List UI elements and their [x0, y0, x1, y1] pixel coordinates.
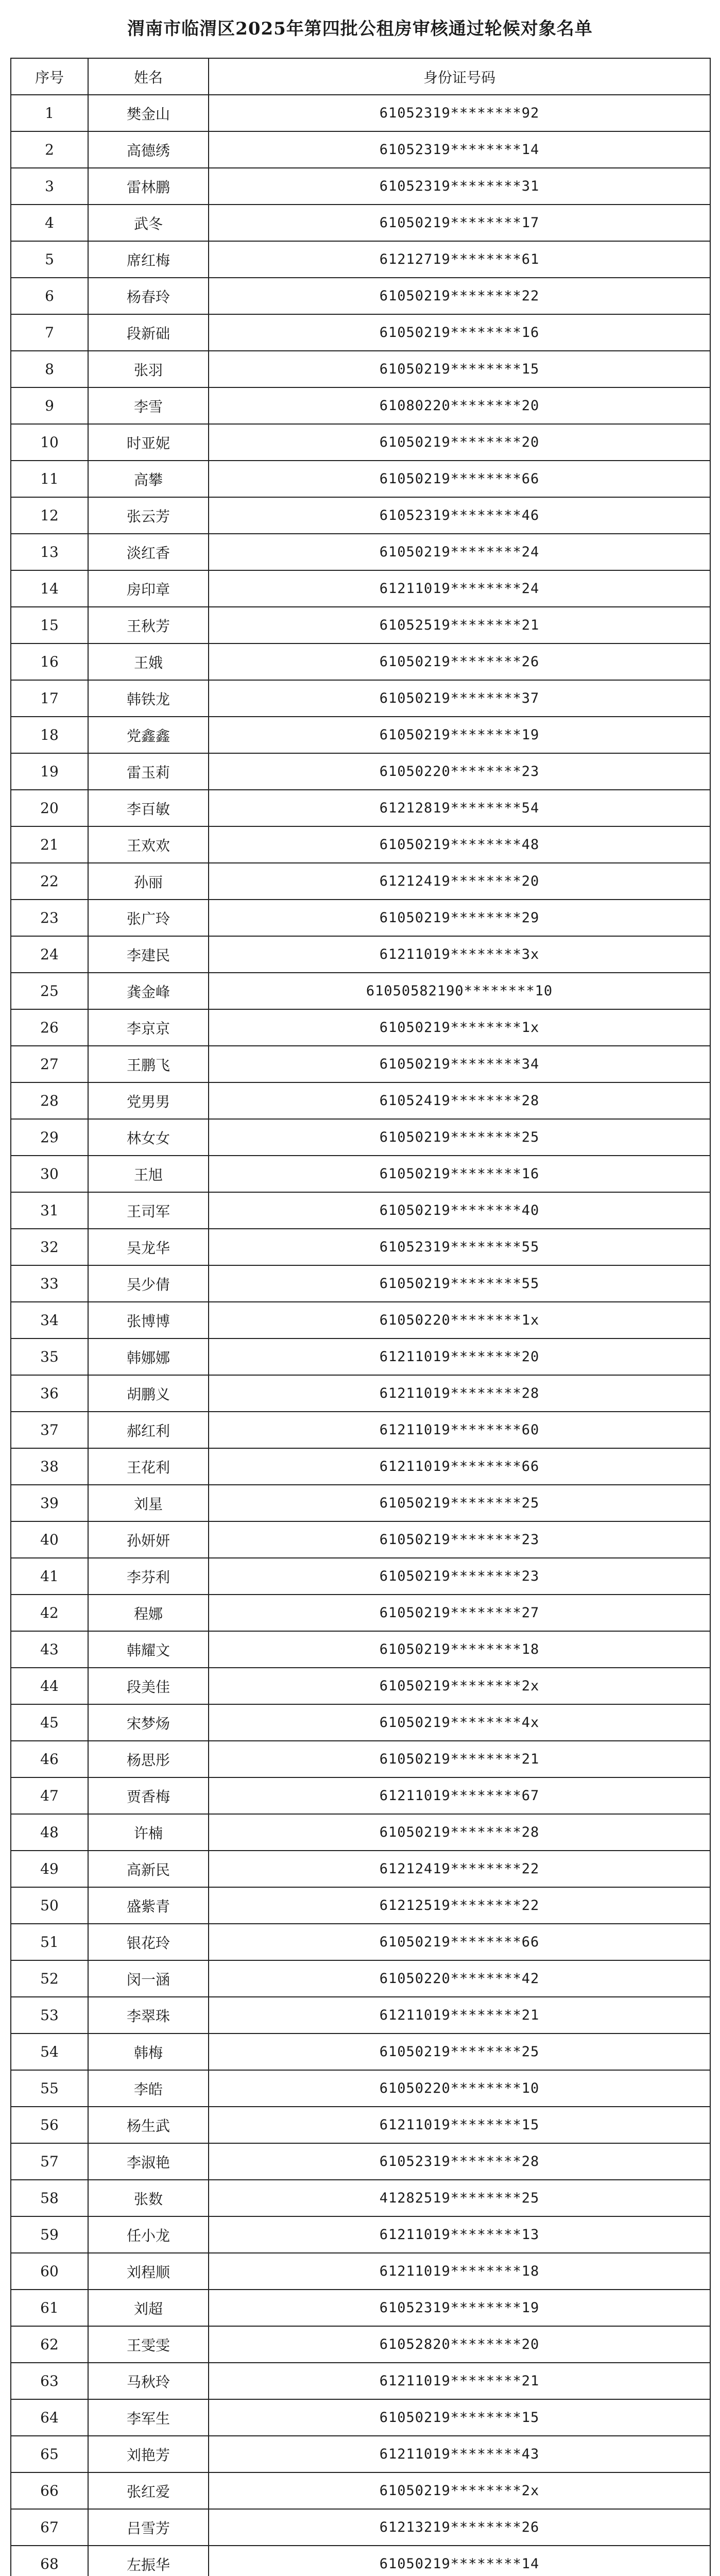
table-row: [11, 680, 710, 717]
cell-id-number: 61052319********55: [209, 1229, 710, 1265]
table-row: [11, 2472, 710, 2509]
table-row: [11, 2399, 710, 2436]
cell-name: 刘星: [88, 1485, 209, 1521]
cell-id-number: 61050219********22: [209, 278, 710, 314]
cell-seq: 57: [11, 2143, 88, 2180]
cell-id-number: 61050219********16: [209, 1156, 710, 1192]
cell-seq: 35: [11, 1338, 88, 1375]
cell-name: 刘程顺: [88, 2253, 209, 2290]
cell-name: 左振华: [88, 2546, 209, 2576]
cell-seq: 51: [11, 1924, 88, 1960]
cell-id-number: 61050219********55: [209, 1265, 710, 1302]
cell-id-number: 61050219********25: [209, 2033, 710, 2070]
cell-seq: 18: [11, 717, 88, 753]
cell-seq: 24: [11, 936, 88, 973]
cell-name: 王旭: [88, 1156, 209, 1192]
cell-name: 龚金峰: [88, 973, 209, 1009]
cell-id-number: 61050220********42: [209, 1960, 710, 1997]
cell-name: 张数: [88, 2180, 209, 2216]
cell-id-number: 61212419********20: [209, 863, 710, 900]
cell-name: 孙丽: [88, 863, 209, 900]
table-row: [11, 1229, 710, 1265]
cell-seq: 3: [11, 168, 88, 205]
cell-id-number: 61050219********48: [209, 826, 710, 863]
cell-id-number: 61050219********2x: [209, 1668, 710, 1704]
cell-id-number: 61050219********17: [209, 205, 710, 241]
cell-seq: 65: [11, 2436, 88, 2472]
cell-name: 银花玲: [88, 1924, 209, 1960]
table-row: [11, 2253, 710, 2290]
cell-name: 韩梅: [88, 2033, 209, 2070]
cell-name: 房印章: [88, 570, 209, 607]
cell-id-number: 61080220********20: [209, 387, 710, 424]
cell-seq: 6: [11, 278, 88, 314]
header-name: 姓名: [88, 58, 209, 95]
table-row: [11, 1119, 710, 1156]
cell-seq: 9: [11, 387, 88, 424]
cell-id-number: 61050219********40: [209, 1192, 710, 1229]
cell-name: 武冬: [88, 205, 209, 241]
cell-seq: 55: [11, 2070, 88, 2107]
cell-name: 王司军: [88, 1192, 209, 1229]
cell-seq: 4: [11, 205, 88, 241]
cell-id-number: 61050219********2x: [209, 2472, 710, 2509]
cell-seq: 34: [11, 1302, 88, 1338]
cell-id-number: 61052319********28: [209, 2143, 710, 2180]
cell-id-number: 61050219********18: [209, 1631, 710, 1668]
cell-id-number: 61050219********23: [209, 1521, 710, 1558]
cell-seq: 48: [11, 1814, 88, 1851]
cell-seq: 29: [11, 1119, 88, 1156]
table-row: [11, 1265, 710, 1302]
cell-name: 吴龙华: [88, 1229, 209, 1265]
cell-name: 贾香梅: [88, 1777, 209, 1814]
cell-name: 林女女: [88, 1119, 209, 1156]
cell-name: 雷玉莉: [88, 753, 209, 790]
table-row: [11, 863, 710, 900]
table-row: [11, 570, 710, 607]
cell-seq: 11: [11, 461, 88, 497]
table-row: [11, 1192, 710, 1229]
cell-seq: 45: [11, 1704, 88, 1741]
cell-id-number: 61050219********26: [209, 643, 710, 680]
table-row: [11, 534, 710, 570]
cell-id-number: 61050220********10: [209, 2070, 710, 2107]
cell-name: 李雪: [88, 387, 209, 424]
cell-name: 高德绣: [88, 131, 209, 168]
cell-name: 雷林鹏: [88, 168, 209, 205]
cell-seq: 44: [11, 1668, 88, 1704]
cell-id-number: 61050219********37: [209, 680, 710, 717]
cell-name: 宋梦炀: [88, 1704, 209, 1741]
table-row: [11, 2070, 710, 2107]
cell-seq: 1: [11, 95, 88, 131]
cell-seq: 8: [11, 351, 88, 387]
cell-name: 盛紫青: [88, 1887, 209, 1924]
table-header: [11, 58, 710, 95]
table-row: [11, 1558, 710, 1595]
cell-id-number: 61050219********21: [209, 1741, 710, 1777]
table-row: [11, 278, 710, 314]
cell-seq: 56: [11, 2107, 88, 2143]
table-row: [11, 351, 710, 387]
table-row: [11, 753, 710, 790]
table-row: [11, 1082, 710, 1119]
cell-seq: 41: [11, 1558, 88, 1595]
cell-name: 杨生武: [88, 2107, 209, 2143]
cell-name: 淡红香: [88, 534, 209, 570]
cell-seq: 28: [11, 1082, 88, 1119]
cell-seq: 42: [11, 1595, 88, 1631]
cell-id-number: 61050219********25: [209, 1119, 710, 1156]
cell-id-number: 61212819********54: [209, 790, 710, 826]
cell-id-number: 61052519********21: [209, 607, 710, 643]
cell-seq: 67: [11, 2509, 88, 2546]
cell-id-number: 61050219********24: [209, 534, 710, 570]
cell-seq: 16: [11, 643, 88, 680]
cell-id-number: 61212419********22: [209, 1851, 710, 1887]
cell-name: 张羽: [88, 351, 209, 387]
table-body: [11, 95, 710, 2576]
cell-seq: 53: [11, 1997, 88, 2033]
cell-id-number: 61211019********66: [209, 1448, 710, 1485]
cell-seq: 59: [11, 2216, 88, 2253]
table-row: [11, 1887, 710, 1924]
table-row: [11, 900, 710, 936]
table-row: [11, 1741, 710, 1777]
cell-id-number: 61211019********18: [209, 2253, 710, 2290]
cell-name: 党鑫鑫: [88, 717, 209, 753]
cell-seq: 66: [11, 2472, 88, 2509]
cell-name: 胡鹏义: [88, 1375, 209, 1412]
table-row: [11, 2033, 710, 2070]
cell-name: 杨思彤: [88, 1741, 209, 1777]
cell-name: 王雯雯: [88, 2326, 209, 2363]
cell-name: 张红爱: [88, 2472, 209, 2509]
cell-name: 席红梅: [88, 241, 209, 278]
cell-seq: 68: [11, 2546, 88, 2576]
cell-id-number: 61211019********21: [209, 1997, 710, 2033]
cell-id-number: 61050582190********10: [209, 973, 710, 1009]
cell-id-number: 61050219********15: [209, 2399, 710, 2436]
header-row: [11, 58, 710, 95]
cell-id-number: 61211019********15: [209, 2107, 710, 2143]
cell-id-number: 61211019********21: [209, 2363, 710, 2399]
cell-seq: 63: [11, 2363, 88, 2399]
cell-id-number: 61052319********14: [209, 131, 710, 168]
table-row: [11, 314, 710, 351]
table-row: [11, 2363, 710, 2399]
table-row: [11, 1485, 710, 1521]
cell-seq: 31: [11, 1192, 88, 1229]
cell-seq: 49: [11, 1851, 88, 1887]
cell-name: 时亚妮: [88, 424, 209, 461]
cell-seq: 12: [11, 497, 88, 534]
cell-name: 李百敏: [88, 790, 209, 826]
table-row: [11, 2509, 710, 2546]
table-row: [11, 461, 710, 497]
table-row: [11, 1338, 710, 1375]
table-row: [11, 1302, 710, 1338]
cell-id-number: 61211019********43: [209, 2436, 710, 2472]
cell-id-number: 61211019********28: [209, 1375, 710, 1412]
table-row: [11, 2436, 710, 2472]
cell-seq: 43: [11, 1631, 88, 1668]
cell-name: 王鹏飞: [88, 1046, 209, 1082]
cell-id-number: 61050219********19: [209, 717, 710, 753]
table-row: [11, 1375, 710, 1412]
cell-name: 韩耀文: [88, 1631, 209, 1668]
cell-name: 王欢欢: [88, 826, 209, 863]
cell-id-number: 61050219********4x: [209, 1704, 710, 1741]
cell-id-number: 61211019********60: [209, 1412, 710, 1448]
cell-name: 吕雪芳: [88, 2509, 209, 2546]
cell-seq: 40: [11, 1521, 88, 1558]
cell-seq: 36: [11, 1375, 88, 1412]
cell-name: 李淑艳: [88, 2143, 209, 2180]
cell-seq: 39: [11, 1485, 88, 1521]
table-row: [11, 1997, 710, 2033]
table-row: [11, 168, 710, 205]
table-row: [11, 1595, 710, 1631]
cell-seq: 58: [11, 2180, 88, 2216]
table-row: [11, 1814, 710, 1851]
cell-name: 郝红利: [88, 1412, 209, 1448]
cell-id-number: 61050220********23: [209, 753, 710, 790]
cell-id-number: 61052820********20: [209, 2326, 710, 2363]
cell-name: 李芬利: [88, 1558, 209, 1595]
cell-seq: 61: [11, 2290, 88, 2326]
cell-name: 刘超: [88, 2290, 209, 2326]
cell-id-number: 61052319********46: [209, 497, 710, 534]
cell-name: 张博博: [88, 1302, 209, 1338]
table-row: [11, 790, 710, 826]
cell-id-number: 61211019********24: [209, 570, 710, 607]
table-row: [11, 241, 710, 278]
table-row: [11, 2180, 710, 2216]
cell-name: 任小龙: [88, 2216, 209, 2253]
table-row: [11, 95, 710, 131]
cell-name: 韩铁龙: [88, 680, 209, 717]
cell-seq: 20: [11, 790, 88, 826]
cell-id-number: 61052319********92: [209, 95, 710, 131]
cell-seq: 17: [11, 680, 88, 717]
table-row: [11, 424, 710, 461]
table-row: [11, 1924, 710, 1960]
cell-seq: 14: [11, 570, 88, 607]
table-row: [11, 1448, 710, 1485]
table-row: [11, 973, 710, 1009]
cell-id-number: 61050219********16: [209, 314, 710, 351]
cell-id-number: 61050219********1x: [209, 1009, 710, 1046]
table-row: [11, 1009, 710, 1046]
cell-name: 王娥: [88, 643, 209, 680]
cell-seq: 37: [11, 1412, 88, 1448]
cell-seq: 46: [11, 1741, 88, 1777]
table-row: [11, 2290, 710, 2326]
cell-name: 杨春玲: [88, 278, 209, 314]
cell-seq: 5: [11, 241, 88, 278]
cell-id-number: 61052419********28: [209, 1082, 710, 1119]
header-seq: 序号: [11, 58, 88, 95]
table-row: [11, 2326, 710, 2363]
document-title: 渭南市临渭区2025年第四批公租房审核通过轮候对象名单: [127, 19, 593, 39]
cell-name: 高新民: [88, 1851, 209, 1887]
cell-seq: 33: [11, 1265, 88, 1302]
cell-name: 闵一涵: [88, 1960, 209, 1997]
cell-seq: 19: [11, 753, 88, 790]
cell-name: 李京京: [88, 1009, 209, 1046]
cell-seq: 22: [11, 863, 88, 900]
cell-seq: 10: [11, 424, 88, 461]
table-row: [11, 936, 710, 973]
cell-seq: 7: [11, 314, 88, 351]
table-row: [11, 1777, 710, 1814]
cell-name: 韩娜娜: [88, 1338, 209, 1375]
cell-seq: 23: [11, 900, 88, 936]
table-row: [11, 1521, 710, 1558]
cell-name: 李建民: [88, 936, 209, 973]
cell-seq: 2: [11, 131, 88, 168]
cell-name: 张云芳: [88, 497, 209, 534]
table-row: [11, 205, 710, 241]
cell-seq: 32: [11, 1229, 88, 1265]
cell-id-number: 61050219********34: [209, 1046, 710, 1082]
cell-name: 程娜: [88, 1595, 209, 1631]
cell-id-number: 61050219********20: [209, 424, 710, 461]
cell-seq: 13: [11, 534, 88, 570]
table-row: [11, 1668, 710, 1704]
cell-seq: 47: [11, 1777, 88, 1814]
cell-id-number: 61050219********15: [209, 351, 710, 387]
cell-seq: 62: [11, 2326, 88, 2363]
cell-id-number: 61052319********31: [209, 168, 710, 205]
cell-id-number: 61211019********3x: [209, 936, 710, 973]
cell-id-number: 61212519********22: [209, 1887, 710, 1924]
table-row: [11, 826, 710, 863]
cell-name: 李军生: [88, 2399, 209, 2436]
table-row: [11, 717, 710, 753]
cell-name: 许楠: [88, 1814, 209, 1851]
table-row: [11, 643, 710, 680]
cell-id-number: 61211019********67: [209, 1777, 710, 1814]
cell-id-number: 61050219********66: [209, 1924, 710, 1960]
cell-name: 李皓: [88, 2070, 209, 2107]
cell-id-number: 61050219********29: [209, 900, 710, 936]
cell-seq: 25: [11, 973, 88, 1009]
cell-id-number: 61212719********61: [209, 241, 710, 278]
cell-seq: 64: [11, 2399, 88, 2436]
table-row: [11, 387, 710, 424]
cell-name: 孙妍妍: [88, 1521, 209, 1558]
table-row: [11, 2107, 710, 2143]
cell-name: 刘艳芳: [88, 2436, 209, 2472]
cell-id-number: 61052319********19: [209, 2290, 710, 2326]
cell-id-number: 41282519********25: [209, 2180, 710, 2216]
cell-seq: 15: [11, 607, 88, 643]
cell-seq: 38: [11, 1448, 88, 1485]
table-row: [11, 1960, 710, 1997]
cell-name: 高攀: [88, 461, 209, 497]
cell-id-number: 61213219********26: [209, 2509, 710, 2546]
roster-table: [10, 58, 711, 2576]
cell-name: 党男男: [88, 1082, 209, 1119]
cell-id-number: 61050219********27: [209, 1595, 710, 1631]
cell-name: 段美佳: [88, 1668, 209, 1704]
table-row: [11, 131, 710, 168]
cell-name: 王花利: [88, 1448, 209, 1485]
cell-id-number: 61050219********66: [209, 461, 710, 497]
table-row: [11, 607, 710, 643]
table-row: [11, 497, 710, 534]
cell-seq: 50: [11, 1887, 88, 1924]
table-row: [11, 1851, 710, 1887]
cell-name: 樊金山: [88, 95, 209, 131]
cell-id-number: 61050219********23: [209, 1558, 710, 1595]
cell-id-number: 61211019********20: [209, 1338, 710, 1375]
table-row: [11, 1704, 710, 1741]
cell-name: 张广玲: [88, 900, 209, 936]
cell-id-number: 61211019********13: [209, 2216, 710, 2253]
cell-seq: 52: [11, 1960, 88, 1997]
table-row: [11, 1046, 710, 1082]
table-row: [11, 1631, 710, 1668]
cell-seq: 54: [11, 2033, 88, 2070]
cell-name: 段新础: [88, 314, 209, 351]
cell-name: 李翠珠: [88, 1997, 209, 2033]
table-row: [11, 2216, 710, 2253]
table-row: [11, 2143, 710, 2180]
cell-id-number: 61050219********28: [209, 1814, 710, 1851]
cell-id-number: 61050219********25: [209, 1485, 710, 1521]
cell-name: 吴少倩: [88, 1265, 209, 1302]
cell-id-number: 61050219********14: [209, 2546, 710, 2576]
cell-name: 王秋芳: [88, 607, 209, 643]
cell-name: 马秋玲: [88, 2363, 209, 2399]
table-row: [11, 1412, 710, 1448]
cell-seq: 21: [11, 826, 88, 863]
table-row: [11, 1156, 710, 1192]
header-id-number: 身份证号码: [209, 58, 710, 95]
cell-seq: 60: [11, 2253, 88, 2290]
cell-id-number: 61050220********1x: [209, 1302, 710, 1338]
cell-seq: 30: [11, 1156, 88, 1192]
cell-seq: 27: [11, 1046, 88, 1082]
cell-seq: 26: [11, 1009, 88, 1046]
table-row: [11, 2546, 710, 2576]
